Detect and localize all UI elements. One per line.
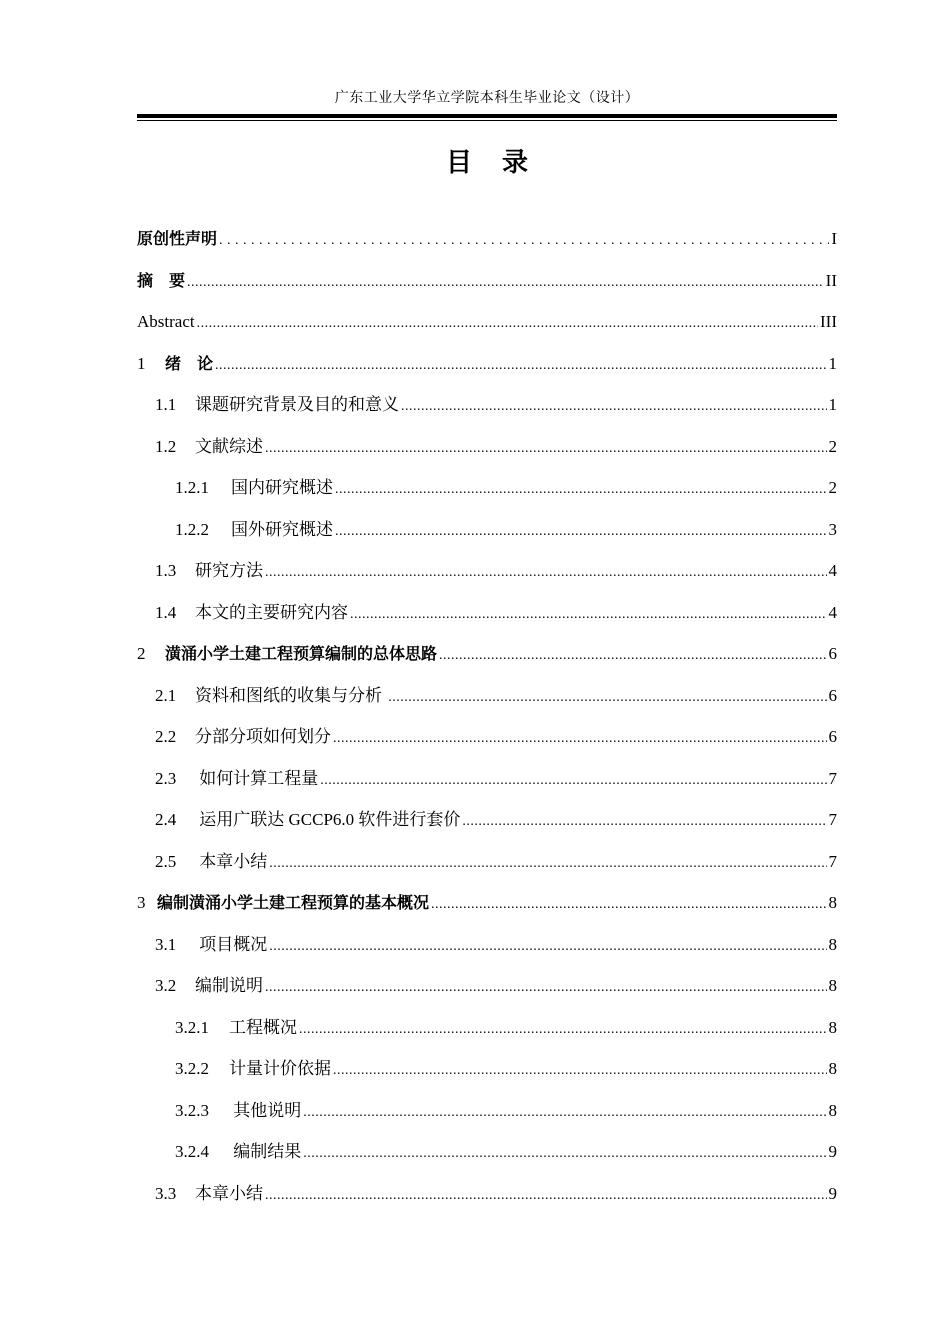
toc-dot-leader — [215, 357, 826, 375]
toc-entry-page: 2 — [828, 436, 837, 456]
toc-dot-leader — [197, 315, 818, 333]
toc-entry-number: 1.4 — [155, 602, 177, 622]
toc-dot-leader — [265, 979, 827, 997]
toc-entry-number: 2 — [137, 644, 146, 663]
toc-dot-leader — [335, 523, 827, 541]
toc-entry-page: 8 — [828, 1059, 837, 1078]
toc-entry[interactable] — [137, 1096, 837, 1122]
toc-entry-number: 2.2 — [155, 727, 177, 746]
toc-entry-title: 资料和图纸的收集与分析 — [195, 685, 387, 705]
toc-dot-leader — [265, 440, 827, 458]
toc-entry-page: 6 — [828, 685, 837, 705]
toc-entry-title: 原创性声明 — [137, 229, 218, 248]
toc-entry[interactable] — [137, 556, 837, 582]
toc-entry[interactable] — [137, 515, 837, 541]
toc-entry-page: 8 — [828, 1017, 837, 1037]
toc-entry-title: 潢涌小学土建工程预算编制的总体思路 — [165, 644, 438, 663]
toc-entry-title: 文献综述 — [195, 436, 263, 456]
toc-entry-page: 3 — [828, 519, 837, 539]
toc-entry-number: 2.4 — [155, 810, 177, 829]
toc-dot-leader — [265, 1187, 827, 1205]
toc-dot-leader — [462, 813, 826, 831]
toc-entry-number: 3.3 — [155, 1183, 177, 1203]
toc-dot-leader — [269, 938, 826, 956]
toc-dot-leader — [219, 232, 829, 250]
toc-entry[interactable] — [137, 307, 837, 333]
toc-entry-page: 1 — [828, 353, 837, 373]
toc-entry-page: I — [831, 229, 837, 248]
toc-dot-leader — [333, 730, 827, 748]
toc-entry-number: 3 — [137, 893, 146, 912]
toc-entry-page: II — [825, 270, 837, 290]
toc-dot-leader — [431, 896, 826, 914]
toc-entry-number: 3.2.2 — [175, 1059, 209, 1078]
toc-entry-page: 9 — [828, 1142, 837, 1161]
toc-entry[interactable] — [137, 1137, 837, 1163]
toc-entry[interactable] — [137, 349, 837, 375]
toc-entry-page: 2 — [828, 478, 837, 497]
toc-entry-number: 2.5 — [155, 851, 177, 871]
toc-entry-title: 运用广联达 GCCP6.0 软件进行套价 — [195, 810, 461, 829]
toc-entry[interactable] — [137, 266, 837, 292]
page-title — [137, 142, 837, 179]
toc-entry-title: 计量计价依据 — [229, 1059, 331, 1078]
toc-entry-title: 编制结果 — [229, 1142, 302, 1161]
toc-entry[interactable] — [137, 681, 837, 707]
toc-dot-leader — [265, 564, 827, 582]
toc-dot-leader — [320, 772, 826, 790]
toc-entry-page: 8 — [828, 934, 837, 954]
toc-dot-leader — [401, 398, 827, 416]
toc-entry-title: 其他说明 — [229, 1100, 302, 1120]
toc-entry-page: 8 — [828, 893, 837, 912]
toc-entry-title: 编制说明 — [195, 976, 263, 995]
toc-entry-number: 3.2.3 — [175, 1100, 209, 1120]
toc-entry-number: 1.1 — [155, 395, 177, 414]
toc-entry-page: 4 — [828, 561, 837, 580]
toc-dot-leader — [335, 481, 827, 499]
toc-dot-leader — [269, 855, 826, 873]
toc-entry-title: 课题研究背景及目的和意义 — [195, 395, 399, 414]
toc-entry-number: 1.2.2 — [175, 519, 209, 539]
toc-entry-title: 本章小结 — [195, 851, 268, 871]
toc-entry-page: 6 — [828, 644, 837, 663]
toc-entry-page: 1 — [828, 395, 837, 414]
toc-entry[interactable] — [137, 722, 837, 748]
toc-entry[interactable] — [137, 764, 837, 790]
title-char-2: 录 — [502, 148, 529, 178]
toc-entry-page: 8 — [828, 1100, 837, 1120]
toc-entry[interactable] — [137, 971, 837, 997]
running-header: 广东工业大学华立学院本科生毕业论文（设计） — [334, 91, 640, 106]
toc-entry-page: 7 — [828, 810, 837, 829]
toc-entry-number: 1.3 — [155, 561, 177, 580]
toc-entry[interactable] — [137, 930, 837, 956]
header-rule-thick — [137, 114, 837, 118]
toc-entry[interactable] — [137, 224, 837, 250]
toc-entry[interactable] — [137, 1013, 837, 1039]
toc-entry-title: 国外研究概述 — [231, 519, 333, 539]
toc-dot-leader — [350, 606, 827, 624]
toc-entry[interactable] — [137, 432, 837, 458]
toc-entry-page: III — [820, 312, 837, 331]
toc-entry[interactable] — [137, 390, 837, 416]
toc-entry-number: 3.2.1 — [175, 1017, 209, 1037]
toc-entry-number: 3.1 — [155, 934, 177, 954]
toc-entry[interactable] — [137, 639, 837, 665]
toc-entry-title: 编制潢涌小学土建工程预算的基本概况 — [157, 893, 430, 912]
toc-entry-number: 2.1 — [155, 685, 177, 705]
toc-entry[interactable] — [137, 598, 837, 624]
toc-entry[interactable] — [137, 1179, 837, 1205]
toc-entry-page: 8 — [828, 976, 837, 995]
toc-entry-number: 1.2.1 — [175, 478, 209, 497]
toc-entry-number: 3.2 — [155, 976, 177, 995]
toc-dot-leader — [333, 1062, 827, 1080]
toc-entry-page: 7 — [828, 851, 837, 871]
toc-entry-title: 如何计算工程量 — [195, 768, 319, 788]
toc-dot-leader — [299, 1021, 827, 1039]
toc-entry-title: 分部分项如何划分 — [195, 727, 331, 746]
toc-entry-title: 工程概况 — [229, 1017, 297, 1037]
toc-dot-leader — [303, 1145, 826, 1163]
toc-entry-number: 3.2.4 — [175, 1142, 209, 1161]
toc-entry-title: 本文的主要研究内容 — [195, 602, 348, 622]
toc-entry[interactable] — [137, 1054, 837, 1080]
toc-entry-number: 1 — [137, 353, 146, 373]
toc-entry-title: 摘 要 — [137, 270, 186, 290]
toc-entry[interactable] — [137, 888, 837, 914]
toc-entry-number: 1.2 — [155, 436, 177, 456]
toc-entry[interactable] — [137, 847, 837, 873]
toc-entry-title: Abstract — [137, 312, 195, 331]
title-char-1: 目 — [445, 148, 472, 178]
toc-dot-leader — [303, 1104, 826, 1122]
toc-entry-page: 9 — [828, 1183, 837, 1203]
toc-dot-leader — [439, 647, 826, 665]
toc-entry-page: 7 — [828, 768, 837, 788]
toc-entry-page: 6 — [828, 727, 837, 746]
toc-entry-title: 项目概况 — [195, 934, 268, 954]
toc-dot-leader — [388, 689, 826, 707]
toc-entry[interactable] — [137, 805, 837, 831]
toc-entry-page: 4 — [828, 602, 837, 622]
toc-entry-title: 研究方法 — [195, 561, 263, 580]
header-rule-thin — [137, 120, 837, 121]
toc-dot-leader — [187, 274, 824, 292]
toc-entry-title: 国内研究概述 — [231, 478, 333, 497]
toc-entry-title: 本章小结 — [195, 1183, 263, 1203]
toc-entry-number: 2.3 — [155, 768, 177, 788]
toc-entry[interactable] — [137, 473, 837, 499]
toc-entry-title: 绪 论 — [165, 353, 214, 373]
